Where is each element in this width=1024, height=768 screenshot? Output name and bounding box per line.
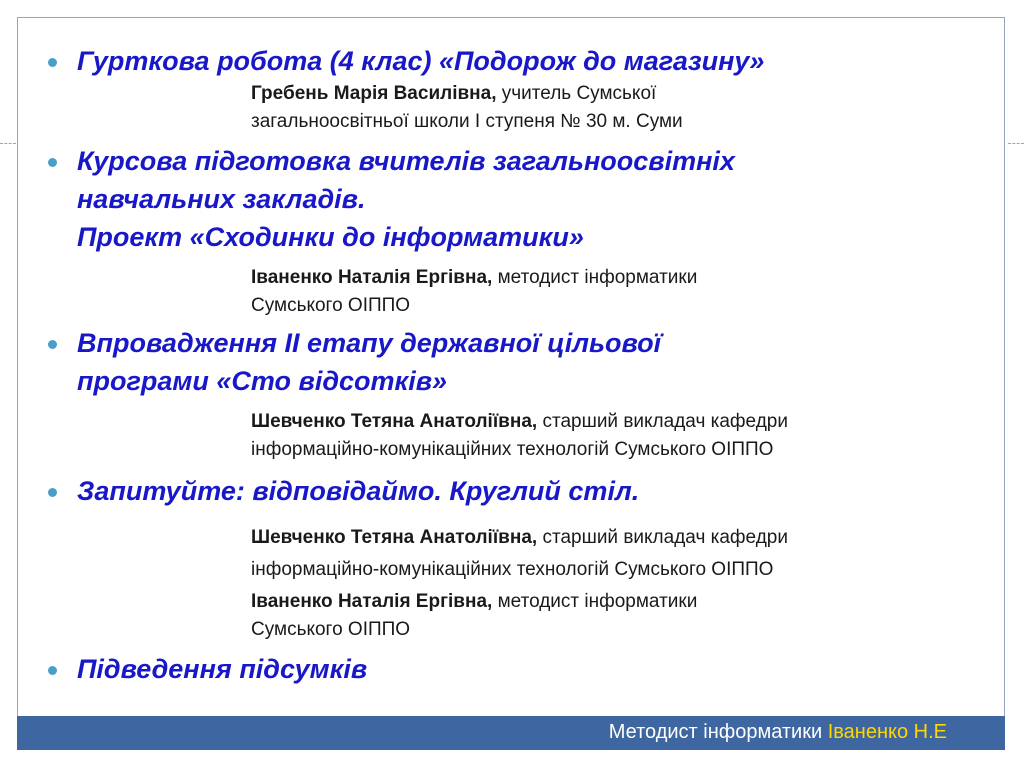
author-block bbox=[251, 264, 697, 320]
author-block bbox=[251, 524, 788, 584]
agenda-heading bbox=[77, 472, 639, 510]
bullet-icon bbox=[48, 340, 57, 349]
author-name: Іваненко Наталія Ергівна, bbox=[251, 591, 493, 612]
bullet-icon bbox=[48, 58, 57, 67]
heading-line: програми «Сто відсотків» bbox=[77, 366, 448, 396]
footer-caption bbox=[609, 721, 947, 744]
heading-line: навчальних закладів. bbox=[77, 184, 366, 214]
left-divider-mark bbox=[0, 143, 16, 144]
author-name: Іваненко Наталія Ергівна, bbox=[251, 267, 493, 288]
author-role: методист інформатики bbox=[492, 267, 698, 288]
author-affiliation: інформаційно-комунікаційних технологій Сумського ОІППО bbox=[251, 439, 774, 460]
author-line bbox=[251, 264, 697, 292]
heading-line: Впровадження ІІ етапу державної цільової bbox=[77, 328, 662, 358]
bullet-icon bbox=[48, 666, 57, 675]
author-line bbox=[251, 524, 788, 552]
right-divider-mark bbox=[1008, 143, 1024, 144]
author-block bbox=[251, 80, 683, 136]
agenda-heading bbox=[77, 42, 764, 80]
author-role: методист інформатики bbox=[492, 591, 698, 612]
author-affiliation: Сумського ОІППО bbox=[251, 295, 411, 316]
author-line bbox=[251, 408, 788, 436]
heading-line: Проект «Сходинки до інформатики» bbox=[77, 222, 584, 252]
agenda-heading bbox=[77, 142, 735, 256]
author-block bbox=[251, 588, 697, 644]
heading-line: Запитуйте: відповідаймо. Круглий стіл. bbox=[77, 476, 640, 506]
footer-bar bbox=[17, 716, 1005, 750]
author-affiliation: інформаційно-комунікаційних технологій Сумського ОІППО bbox=[251, 559, 774, 580]
heading-line: Гурткова робота (4 клас) «Подорож до магазину» bbox=[77, 46, 765, 76]
author-role: старший викладач кафедри bbox=[537, 527, 788, 548]
heading-line: Підведення підсумків bbox=[77, 654, 368, 684]
author-affiliation: загальноосвітньої школи І ступеня № 30 м. Суми bbox=[251, 111, 683, 132]
author-name: Гребень Марія Василівна, bbox=[251, 83, 497, 104]
author-line bbox=[251, 80, 683, 108]
heading-line: Курсова підготовка вчителів загальноосвітніх bbox=[77, 146, 735, 176]
footer-author-name: Іваненко Н.Е bbox=[827, 721, 947, 743]
author-role: учитель Сумської bbox=[496, 83, 657, 104]
agenda-heading bbox=[77, 324, 661, 400]
footer-label: Методист інформатики bbox=[608, 721, 828, 743]
author-name: Шевченко Тетяна Анатоліївна, bbox=[251, 527, 538, 548]
author-affiliation: Сумського ОІППО bbox=[251, 619, 411, 640]
bullet-icon bbox=[48, 158, 57, 167]
bullet-icon bbox=[48, 488, 57, 497]
author-block bbox=[251, 408, 788, 464]
author-line bbox=[251, 588, 697, 616]
author-name: Шевченко Тетяна Анатоліївна, bbox=[251, 411, 538, 432]
author-role: старший викладач кафедри bbox=[537, 411, 788, 432]
agenda-heading bbox=[77, 650, 367, 688]
